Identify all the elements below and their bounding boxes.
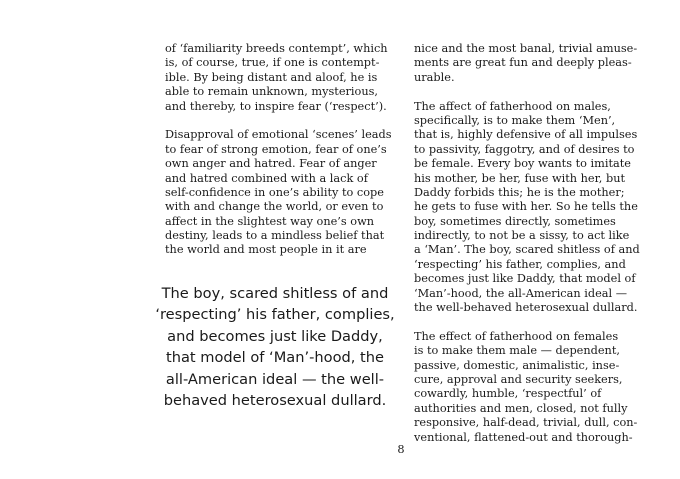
pull-quote	[150, 283, 400, 411]
pull-quote-line: and becomes just like Daddy,	[167, 327, 383, 345]
text-line: The effect of fatherhood on females	[414, 329, 619, 343]
text-line: ‘respecting’ his father, complies, and	[414, 257, 626, 271]
text-line: nice and the most banal, trivial amuse-	[414, 42, 638, 55]
right-paragraph-1	[414, 42, 646, 85]
text-line: Disapproval of emotional ‘scenes’ leads	[165, 128, 392, 142]
text-line: ‘Man’-hood, the all-American ideal —	[414, 286, 628, 300]
pull-quote-line: that model of ‘Man’-hood, the	[166, 349, 384, 367]
text-line: is to make them male — dependent,	[414, 344, 620, 358]
right-paragraph-2	[414, 100, 646, 316]
text-line: and thereby, to inspire fear (‘respect’).	[165, 99, 387, 113]
page-number: 8	[397, 443, 405, 456]
text-line: is, of course, true, if one is contempt-	[165, 56, 380, 70]
text-line: becomes just like Daddy, that model of	[414, 272, 636, 286]
pull-quote-line: all-American ideal — the well-	[165, 370, 385, 388]
left-paragraph-1	[165, 42, 397, 114]
text-line: Daddy forbids this; he is the mother;	[414, 185, 625, 199]
pull-quote-line: behaved heterosexual dullard.	[163, 391, 387, 409]
text-line: authorities and men, closed, not fully	[414, 401, 628, 415]
text-line: his mother, be her, fuse with her, but	[414, 171, 626, 185]
right-column	[414, 42, 646, 459]
text-line: a ‘Man’. The boy, scared shitless of and	[414, 243, 640, 257]
text-line: urable.	[414, 70, 455, 84]
text-line: to passivity, faggotry, and of desires to	[414, 142, 635, 156]
text-line: be female. Every boy wants to imitate	[414, 157, 631, 171]
left-paragraph-2	[165, 128, 397, 258]
text-line: and hatred combined with a lack of	[165, 171, 368, 185]
left-column	[165, 42, 397, 272]
text-line: cure, approval and security seekers,	[414, 372, 623, 386]
text-line: responsive, half-dead, trivial, dull, con-	[414, 416, 638, 430]
text-line: boy, sometimes directly, sometimes	[414, 214, 616, 228]
text-line: specifically, is to make them ‘Men’,	[414, 113, 616, 127]
text-line: The affect of fatherhood on males,	[414, 99, 611, 113]
text-line: ible. By being distant and aloof, he is	[165, 70, 378, 84]
text-line: destiny, leads to a mindless belief that	[165, 229, 385, 243]
text-line: affect in the slightest way one’s own	[165, 214, 375, 228]
text-line: self-confidence in one’s ability to cope	[165, 185, 384, 199]
text-line: cowardly, humble, ‘respectful’ of	[414, 387, 602, 401]
text-line: indirectly, to not be a sissy, to act like	[414, 229, 630, 243]
text-line: the world and most people in it are	[165, 243, 367, 257]
right-paragraph-3	[414, 330, 646, 445]
text-line: the well-behaved heterosexual dullard.	[414, 301, 638, 315]
text-line: passive, domestic, animalistic, inse-	[414, 358, 620, 372]
text-line: to fear of strong emotion, fear of one’s	[165, 142, 387, 156]
text-line: that is, highly defensive of all impulses	[414, 128, 638, 142]
text-line: able to remain unknown, mysterious,	[165, 85, 378, 99]
text-line: own anger and hatred. Fear of anger	[165, 157, 377, 171]
pull-quote-line: The boy, scared shitless of and	[161, 285, 389, 302]
text-line: ventional, flattened-out and thorough-	[414, 430, 633, 444]
text-line: ments are great fun and deeply pleas-	[414, 56, 632, 70]
text-line: he gets to fuse with her. So he tells the	[414, 200, 638, 214]
text-line: of ‘familiarity breeds contempt’, which	[165, 42, 388, 55]
text-line: with and change the world, or even to	[165, 200, 384, 214]
pull-quote-line: ‘respecting’ his father, complies,	[155, 306, 395, 324]
